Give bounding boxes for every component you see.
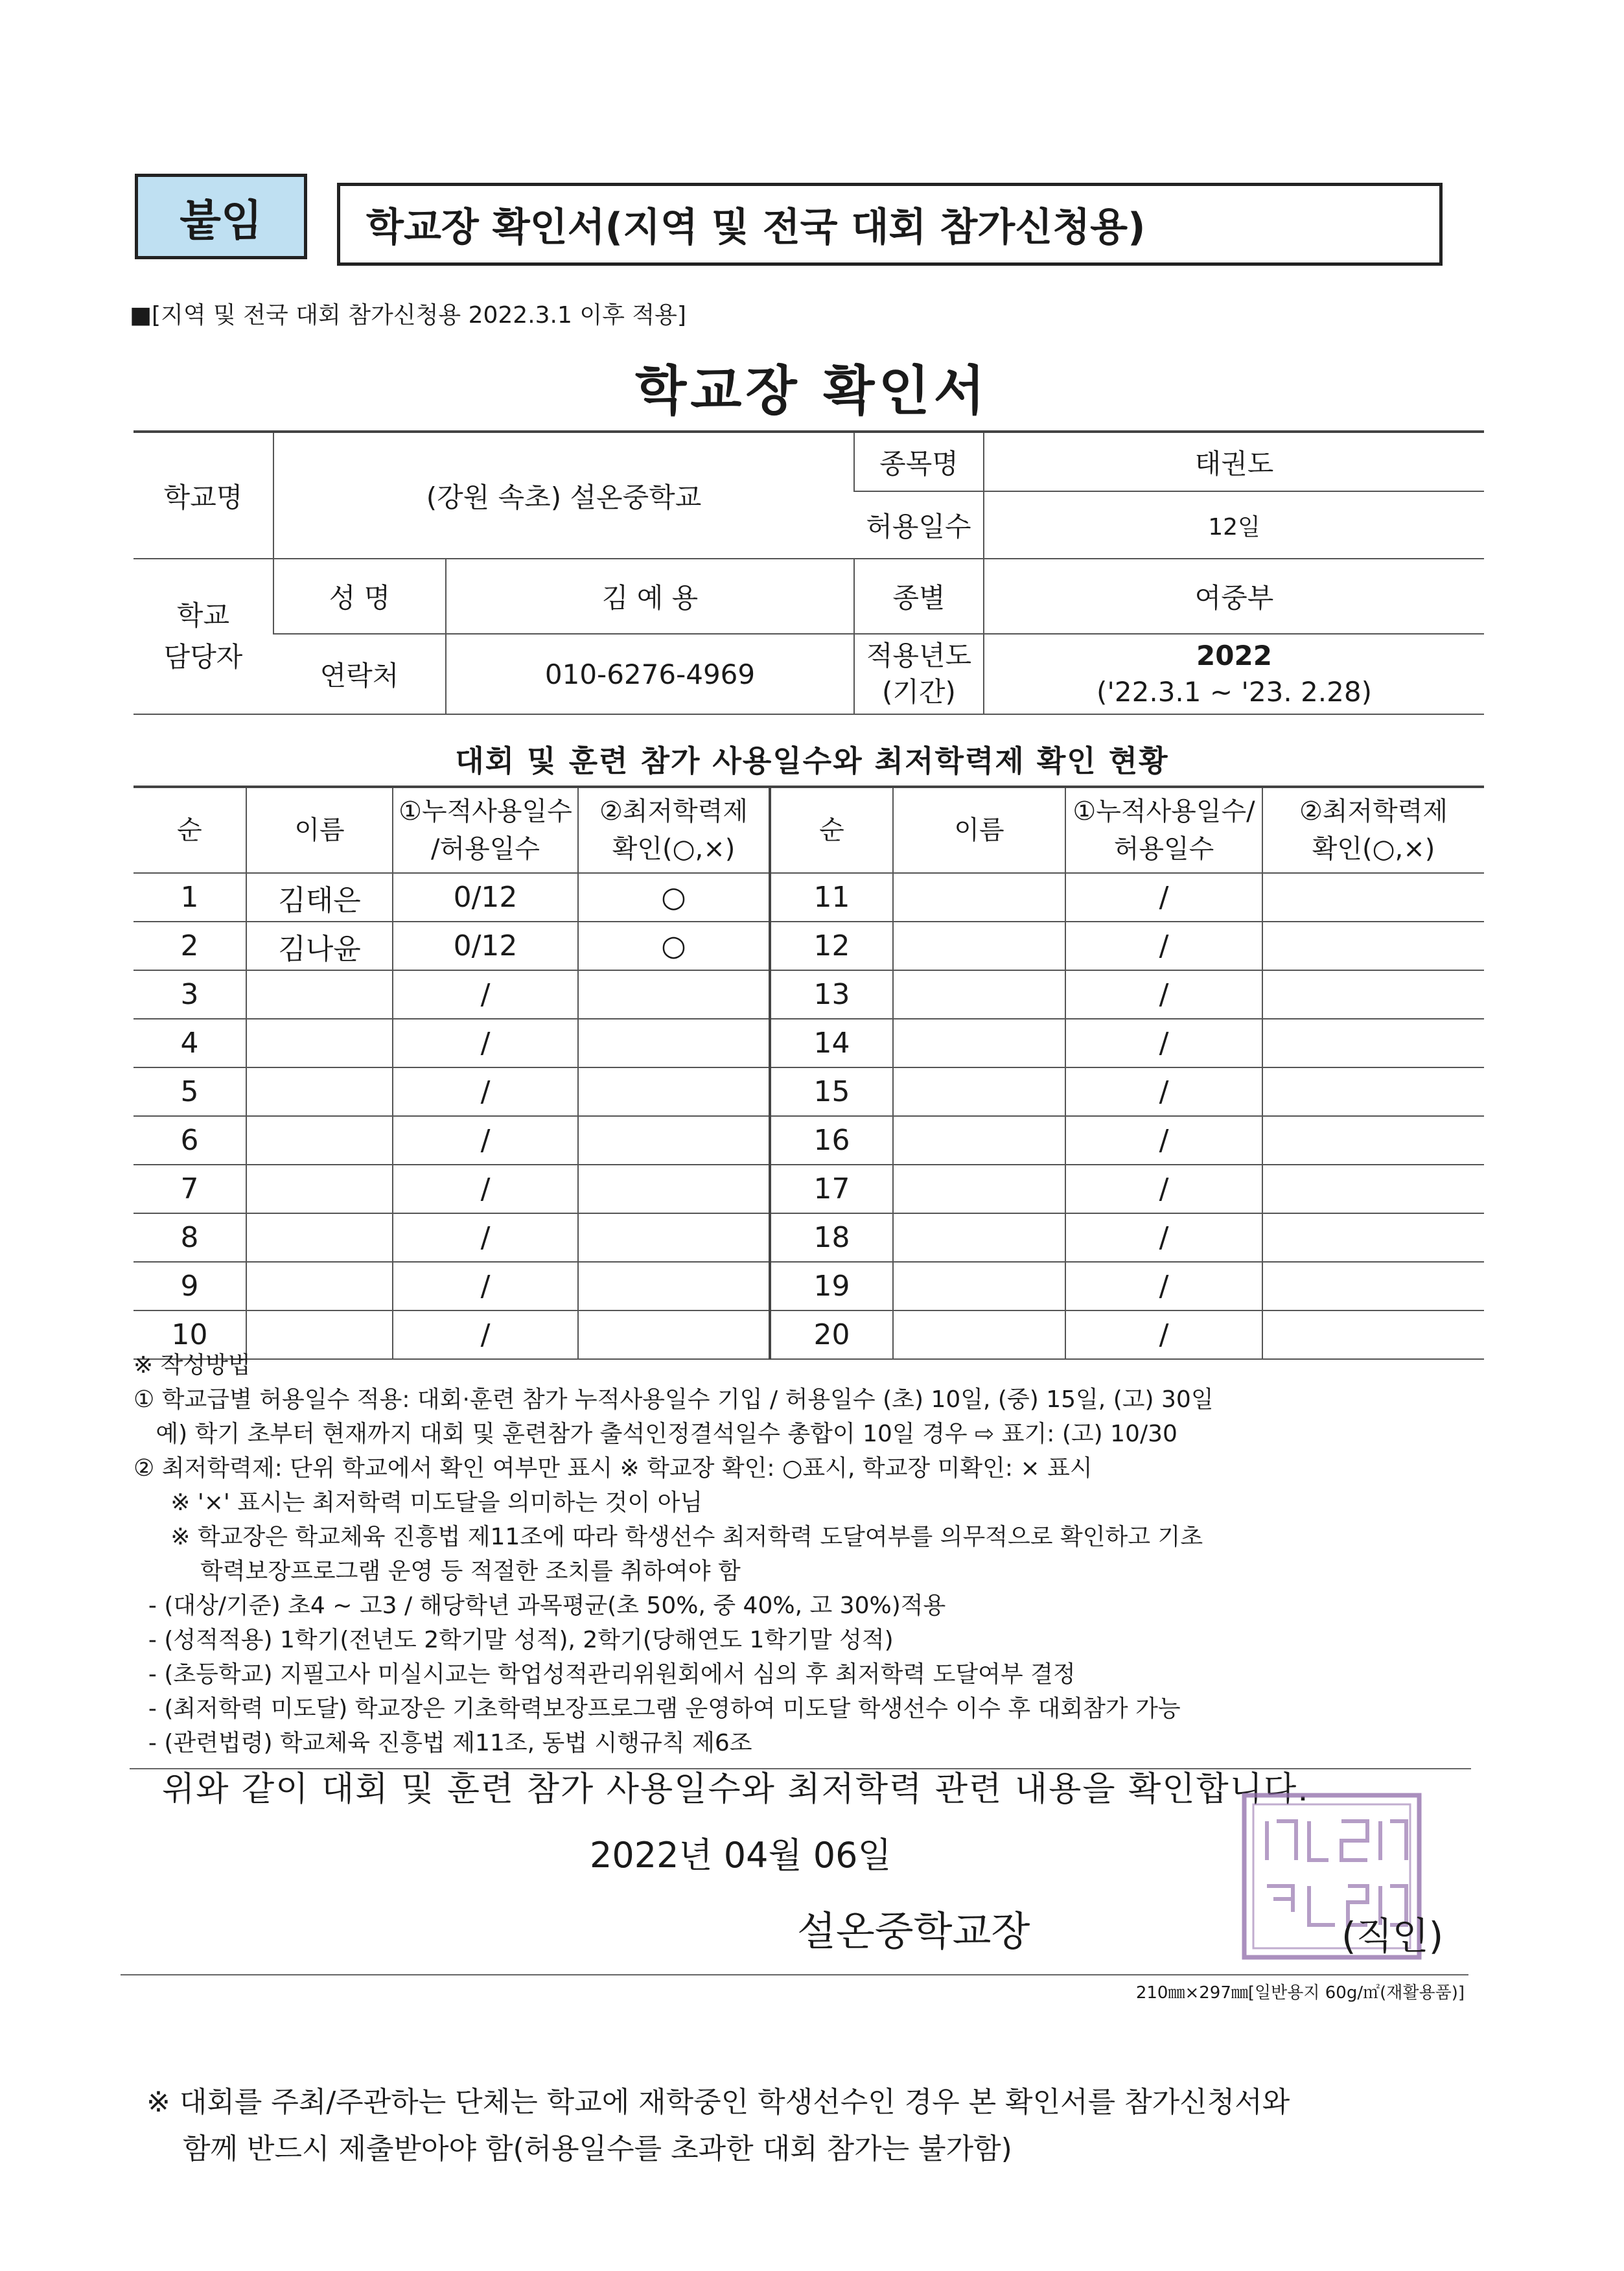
academic-check (1262, 1213, 1484, 1262)
row-number: 2 (133, 922, 246, 970)
academic-check (1262, 1067, 1484, 1116)
header-no: 순 (133, 787, 246, 873)
table-row (133, 1213, 1484, 1262)
sport-label: 종목명 (854, 432, 984, 491)
principal-title: 설온중학교장 (797, 1907, 1030, 1955)
row-number: 9 (133, 1262, 246, 1310)
used-days: 0/12 (393, 922, 578, 970)
division-label: 종별 (854, 559, 984, 634)
header-name-2: 이름 (893, 787, 1065, 873)
used-days: / (1065, 970, 1262, 1019)
used-days: / (393, 1262, 578, 1310)
academic-check (578, 1116, 770, 1165)
used-days: / (393, 1067, 578, 1116)
header-check-2: ②최저학력제 확인(○,×) (1262, 787, 1484, 873)
academic-check (1262, 1165, 1484, 1213)
used-days: / (1065, 1019, 1262, 1067)
row-number: 15 (770, 1067, 893, 1116)
row-number: 8 (133, 1213, 246, 1262)
used-days: / (393, 970, 578, 1019)
page-title: 학교장 확인서 (635, 360, 989, 422)
sport-value: 태권도 (984, 432, 1484, 491)
row-number: 14 (770, 1019, 893, 1067)
contact-label: 학교 담당자 (133, 559, 273, 714)
row-number: 6 (133, 1116, 246, 1165)
table-row (133, 1067, 1484, 1116)
student-name (893, 1116, 1065, 1165)
section-title: 대회 및 훈련 참가 사용일수와 최저학력제 확인 현황 (455, 743, 1169, 778)
row-number: 7 (133, 1165, 246, 1213)
student-name (246, 1262, 393, 1310)
used-days: / (393, 1165, 578, 1213)
academic-check (1262, 922, 1484, 970)
year-label: 적용년도 (기간) (854, 634, 984, 714)
student-name (246, 1213, 393, 1262)
used-days: / (1065, 873, 1262, 922)
academic-check (578, 1165, 770, 1213)
bottom-divider-line (121, 1974, 1468, 1975)
academic-check (1262, 1262, 1484, 1310)
student-name (893, 873, 1065, 922)
note-line: ① 학교급별 허용일수 적용: 대회·훈련 참가 누적사용일수 기입 / 허용일수 (초) 10일, (중) 15일, (고) 30일 (133, 1386, 1214, 1413)
student-name: 김태은 (246, 873, 393, 922)
school-name-label: 학교명 (133, 432, 273, 559)
academic-check (1262, 1116, 1484, 1165)
issue-date: 2022년 04월 06일 (590, 1835, 892, 1876)
row-number: 19 (770, 1262, 893, 1310)
person-name-value: 김 예 용 (446, 559, 854, 634)
academic-check (578, 1019, 770, 1067)
allowed-days-value: 12일 (984, 491, 1484, 559)
header-name: 이름 (246, 787, 393, 873)
row-number: 11 (770, 873, 893, 922)
roster-table (133, 786, 1484, 1360)
row-number: 13 (770, 970, 893, 1019)
roster-body (133, 873, 1484, 1359)
attachment-label: 붙임 (180, 195, 262, 246)
row-number: 12 (770, 922, 893, 970)
row-number: 3 (133, 970, 246, 1019)
note-line: 학력보장프로그램 운영 등 적절한 조치를 취하여야 함 (133, 1558, 741, 1585)
header-days: ①누적사용일수 /허용일수 (393, 787, 578, 873)
used-days: / (1065, 1310, 1262, 1359)
row-number: 18 (770, 1213, 893, 1262)
academic-check: ○ (578, 922, 770, 970)
note-line: - (대상/기준) 초4 ~ 고3 / 해당학년 과목평균(초 50%, 중 40%, 고 30%)적용 (133, 1592, 946, 1619)
used-days: / (393, 1213, 578, 1262)
phone-value: 010-6276-4969 (446, 634, 854, 714)
person-name-label: 성 명 (273, 559, 446, 634)
subheader: ■[지역 및 전국 대회 참가신청용 2022.3.1 이후 적용] (130, 302, 686, 329)
student-name (246, 1067, 393, 1116)
allowed-days-label: 허용일수 (854, 491, 984, 559)
table-row (133, 873, 1484, 922)
row-number: 4 (133, 1019, 246, 1067)
student-name (893, 922, 1065, 970)
student-name (246, 1019, 393, 1067)
note-line: ※ '×' 표시는 최저학력 미도달을 의미하는 것이 아님 (133, 1489, 703, 1516)
academic-check (578, 970, 770, 1019)
header-no-2: 순 (770, 787, 893, 873)
student-name (893, 1213, 1065, 1262)
table-row (133, 1165, 1484, 1213)
used-days: 0/12 (393, 873, 578, 922)
document-header: 학교장 확인서(지역 및 전국 대회 참가신청용) (366, 205, 1146, 250)
used-days: / (1065, 1213, 1262, 1262)
student-name (893, 1165, 1065, 1213)
note-line: - (초등학교) 지필고사 미실시교는 학업성적관리위원회에서 심의 후 최저학력 도달여부 결정 (133, 1661, 1076, 1688)
footnote-line-2: 함께 반드시 제출받아야 함(허용일수를 초과한 대회 참가는 불가함) (146, 2132, 1012, 2165)
row-number: 5 (133, 1067, 246, 1116)
seal-label: (직인) (1341, 1914, 1444, 1958)
roster-header-row (133, 787, 1484, 873)
used-days: / (1065, 922, 1262, 970)
student-name (246, 970, 393, 1019)
header-days-2: ①누적사용일수/ 허용일수 (1065, 787, 1262, 873)
note-line: 예) 학기 초부터 현재까지 대회 및 훈련참가 출석인정결석일수 총합이 10일 경우 ⇨ 표기: (고) 10/30 (133, 1421, 1177, 1447)
header-check: ②최저학력제 확인(○,×) (578, 787, 770, 873)
academic-check (1262, 970, 1484, 1019)
info-table (133, 430, 1484, 715)
used-days: / (1065, 1116, 1262, 1165)
row-number: 16 (770, 1116, 893, 1165)
row-number: 20 (770, 1310, 893, 1359)
note-line: ※ 작성방법 (133, 1352, 251, 1379)
student-name (246, 1165, 393, 1213)
student-name (893, 1262, 1065, 1310)
row-number: 17 (770, 1165, 893, 1213)
used-days: / (393, 1019, 578, 1067)
year-cell (984, 634, 1484, 714)
school-name-value: (강원 속초) 설온중학교 (273, 432, 854, 559)
period-value: ('22.3.1 ~ '23. 2.28) (1096, 676, 1372, 708)
used-days: / (1065, 1262, 1262, 1310)
used-days: / (393, 1116, 578, 1165)
table-row (133, 1019, 1484, 1067)
confirmation-text: 위와 같이 대회 및 훈련 참가 사용일수와 최저학력 관련 내용을 확인합니다. (162, 1770, 1310, 1809)
table-row (133, 1116, 1484, 1165)
academic-check (578, 1262, 770, 1310)
table-row (133, 1262, 1484, 1310)
phone-label: 연락처 (273, 634, 446, 714)
academic-check (578, 1213, 770, 1262)
note-line: - (최저학력 미도달) 학교장은 기초학력보장프로그램 운영하여 미도달 학생선수 이수 후 대회참가 가능 (133, 1695, 1181, 1722)
paper-spec: 210㎜×297㎜[일반용지 60g/㎡(재활용품)] (1135, 1983, 1465, 2003)
student-name (246, 1116, 393, 1165)
academic-check (1262, 873, 1484, 922)
table-row (133, 922, 1484, 970)
student-name (893, 1067, 1065, 1116)
footnote (146, 2079, 1507, 2172)
row-number: 10 (133, 1310, 246, 1359)
academic-check (1262, 1019, 1484, 1067)
note-line: - (관련법령) 학교체육 진흥법 제11조, 동법 시행규칙 제6조 (133, 1730, 752, 1756)
division-value: 여중부 (984, 559, 1484, 634)
academic-check: ○ (578, 873, 770, 922)
document-header-box (337, 183, 1443, 266)
note-line: ② 최저학력제: 단위 학교에서 확인 여부만 표시 ※ 학교장 확인: ○표시, 학교장 미확인: × 표시 (133, 1455, 1093, 1482)
academic-check (578, 1067, 770, 1116)
row-number: 1 (133, 873, 246, 922)
student-name (893, 970, 1065, 1019)
used-days: / (393, 1310, 578, 1359)
year-value: 2022 (1196, 640, 1272, 671)
student-name (893, 1019, 1065, 1067)
writing-notes (133, 1348, 1494, 1760)
used-days: / (1065, 1067, 1262, 1116)
note-line: - (성적적용) 1학기(전년도 2학기말 성적), 2학기(당해연도 1학기말 성적) (133, 1627, 894, 1653)
attachment-badge (135, 174, 307, 259)
table-row (133, 970, 1484, 1019)
footnote-line-1: ※ 대회를 주최/주관하는 단체는 학교에 재학중인 학생선수인 경우 본 확인서를 참가신청서와 (146, 2086, 1290, 2119)
used-days: / (1065, 1165, 1262, 1213)
note-line: ※ 학교장은 학교체육 진흥법 제11조에 따라 학생선수 최저학력 도달여부를 의무적으로 확인하고 기초 (133, 1524, 1203, 1550)
student-name: 김나윤 (246, 922, 393, 970)
